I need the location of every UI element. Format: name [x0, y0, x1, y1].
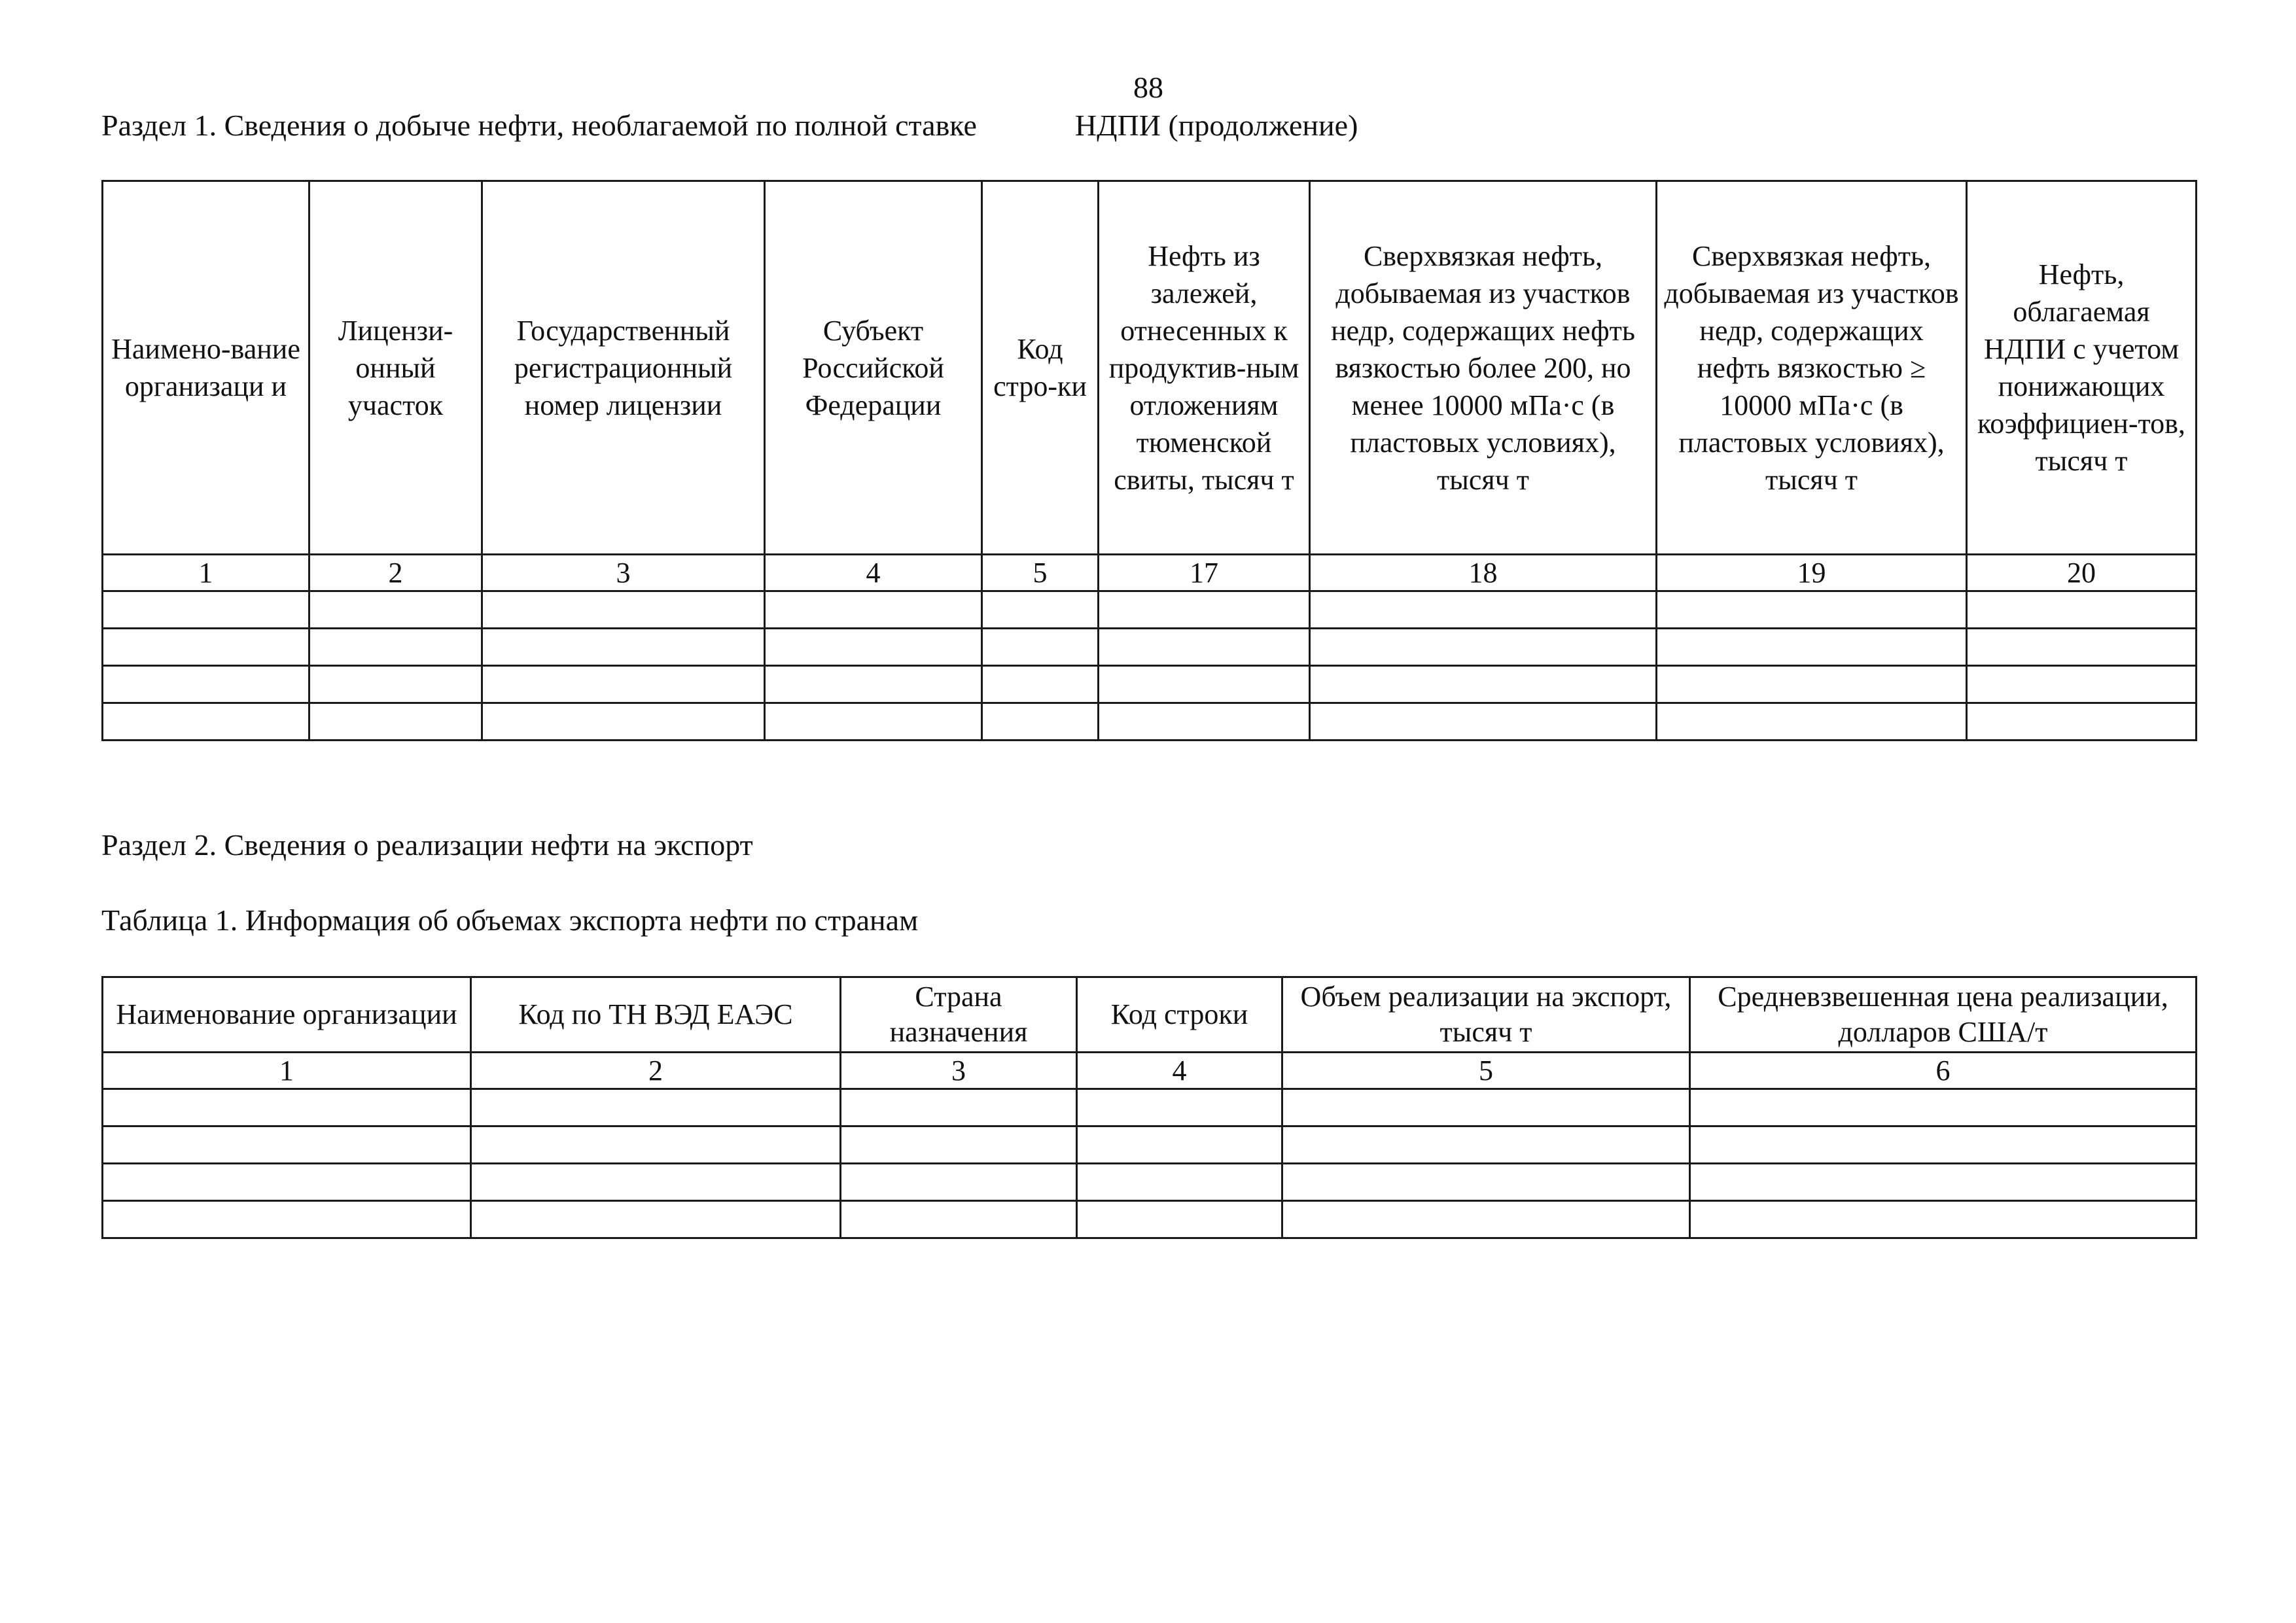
- table-cell[interactable]: [471, 1164, 841, 1201]
- column-header: Код по ТН ВЭД ЕАЭС: [471, 977, 841, 1053]
- column-number: 20: [1967, 555, 2197, 591]
- table-cell[interactable]: [309, 591, 482, 629]
- column-number: 4: [1077, 1053, 1282, 1089]
- section1-title-main: Раздел 1. Сведения о добыче нефти, необлагаемой по полной ставке: [101, 109, 977, 142]
- column-number: 1: [103, 1053, 471, 1089]
- column-header: Наимено-вание организаци и: [103, 181, 309, 555]
- table-cell[interactable]: [1077, 1201, 1282, 1238]
- table-cell[interactable]: [103, 666, 309, 703]
- table-row: [103, 591, 2197, 629]
- column-header: Код стро-ки: [982, 181, 1099, 555]
- export-header-row: [103, 977, 2197, 1053]
- table-cell[interactable]: [103, 1089, 471, 1126]
- column-header: Лицензи-онный участок: [309, 181, 482, 555]
- section2-title: Раздел 2. Сведения о реализации нефти на экспорт: [101, 828, 753, 862]
- table-cell[interactable]: [1282, 1201, 1690, 1238]
- table-cell[interactable]: [1690, 1164, 2197, 1201]
- table-cell[interactable]: [1310, 591, 1657, 629]
- table-cell[interactable]: [1690, 1126, 2197, 1164]
- section1-title-continuation: НДПИ (продолжение): [1074, 109, 1358, 142]
- column-header: Средневзвешенная цена реализации, долларов США/т: [1690, 977, 2197, 1053]
- table-cell[interactable]: [1657, 703, 1967, 741]
- column-number: 17: [1099, 555, 1310, 591]
- column-number: 3: [482, 555, 765, 591]
- table-cell[interactable]: [1099, 591, 1310, 629]
- table-cell[interactable]: [1967, 629, 2197, 666]
- table-cell[interactable]: [1310, 629, 1657, 666]
- column-number: 6: [1690, 1053, 2197, 1089]
- table-cell[interactable]: [309, 629, 482, 666]
- column-header: Код строки: [1077, 977, 1282, 1053]
- table-cell[interactable]: [103, 1164, 471, 1201]
- table-cell[interactable]: [1657, 591, 1967, 629]
- column-header: Объем реализации на экспорт, тысяч т: [1282, 977, 1690, 1053]
- table-cell[interactable]: [841, 1089, 1077, 1126]
- table-row: [103, 1164, 2197, 1201]
- table-row: [103, 1126, 2197, 1164]
- table-cell[interactable]: [309, 666, 482, 703]
- section1-title: [101, 108, 1606, 143]
- table-cell[interactable]: [1967, 703, 2197, 741]
- table-cell[interactable]: [841, 1126, 1077, 1164]
- table-cell[interactable]: [471, 1089, 841, 1126]
- section1-table: [101, 180, 2197, 741]
- table-row: [103, 629, 2197, 666]
- table-cell[interactable]: [103, 703, 309, 741]
- table-cell[interactable]: [765, 703, 982, 741]
- table-cell[interactable]: [482, 666, 765, 703]
- column-header: Сверхвязкая нефть, добываемая из участков недр, содержащих нефть вязкостью ≥ 10000 мПа·с (в пластовых условиях), тысяч т: [1657, 181, 1967, 555]
- page-number: 88: [1133, 71, 1163, 104]
- column-header: Государственный регистрационный номер лицензии: [482, 181, 765, 555]
- table-cell[interactable]: [765, 629, 982, 666]
- table-cell[interactable]: [103, 629, 309, 666]
- table-cell[interactable]: [841, 1164, 1077, 1201]
- table-cell[interactable]: [471, 1126, 841, 1164]
- table-cell[interactable]: [1282, 1164, 1690, 1201]
- table-cell[interactable]: [482, 591, 765, 629]
- table-cell[interactable]: [982, 703, 1099, 741]
- table-cell[interactable]: [765, 666, 982, 703]
- table-row: [103, 666, 2197, 703]
- column-header: Наименование организации: [103, 977, 471, 1053]
- table-row: [103, 1089, 2197, 1126]
- table-cell[interactable]: [982, 666, 1099, 703]
- table-cell[interactable]: [1690, 1089, 2197, 1126]
- table-cell[interactable]: [1282, 1089, 1690, 1126]
- table-cell[interactable]: [103, 591, 309, 629]
- table-row: [103, 703, 2197, 741]
- column-number: 18: [1310, 555, 1657, 591]
- table-cell[interactable]: [1967, 591, 2197, 629]
- export-table: [101, 976, 2197, 1239]
- table-cell[interactable]: [482, 629, 765, 666]
- table-cell[interactable]: [1077, 1089, 1282, 1126]
- column-header: Нефть из залежей, отнесенных к продуктив-ным отложениям тюменской свиты, тысяч т: [1099, 181, 1310, 555]
- table-row: [103, 1201, 2197, 1238]
- column-header: Сверхвязкая нефть, добываемая из участков недр, содержащих нефть вязкостью более 200, но менее 10000 мПа·с (в пластовых условиях), тысяч т: [1310, 181, 1657, 555]
- table-cell[interactable]: [1657, 629, 1967, 666]
- column-header: Нефть, облагаемая НДПИ с учетом понижающих коэффициен-тов, тысяч т: [1967, 181, 2197, 555]
- table-cell[interactable]: [1099, 629, 1310, 666]
- column-number: 2: [471, 1053, 841, 1089]
- table-cell[interactable]: [482, 703, 765, 741]
- column-number: 5: [982, 555, 1099, 591]
- table-cell[interactable]: [1657, 666, 1967, 703]
- column-number: 2: [309, 555, 482, 591]
- table-cell[interactable]: [982, 629, 1099, 666]
- table-cell[interactable]: [1077, 1126, 1282, 1164]
- table-cell[interactable]: [103, 1126, 471, 1164]
- column-number: 19: [1657, 555, 1967, 591]
- table-cell[interactable]: [1282, 1126, 1690, 1164]
- table-cell[interactable]: [1099, 703, 1310, 741]
- section1-header-row: [103, 181, 2197, 555]
- table-cell[interactable]: [1099, 666, 1310, 703]
- table-cell[interactable]: [982, 591, 1099, 629]
- column-header: Субъект Российской Федерации: [765, 181, 982, 555]
- section1-column-numbers-row: [103, 555, 2197, 591]
- table-cell[interactable]: [1077, 1164, 1282, 1201]
- table-cell[interactable]: [1310, 666, 1657, 703]
- table-cell[interactable]: [103, 1201, 471, 1238]
- column-number: 5: [1282, 1053, 1690, 1089]
- table-cell[interactable]: [1690, 1201, 2197, 1238]
- table-cell[interactable]: [1967, 666, 2197, 703]
- table-cell[interactable]: [841, 1201, 1077, 1238]
- column-header: Страна назначения: [841, 977, 1077, 1053]
- column-number: 4: [765, 555, 982, 591]
- table-cell[interactable]: [765, 591, 982, 629]
- table-cell[interactable]: [309, 703, 482, 741]
- column-number: 1: [103, 555, 309, 591]
- table-cell[interactable]: [1310, 703, 1657, 741]
- export-column-numbers-row: [103, 1053, 2197, 1089]
- table1-title: Таблица 1. Информация об объемах экспорта нефти по странам: [101, 903, 919, 937]
- table-cell[interactable]: [471, 1201, 841, 1238]
- column-number: 3: [841, 1053, 1077, 1089]
